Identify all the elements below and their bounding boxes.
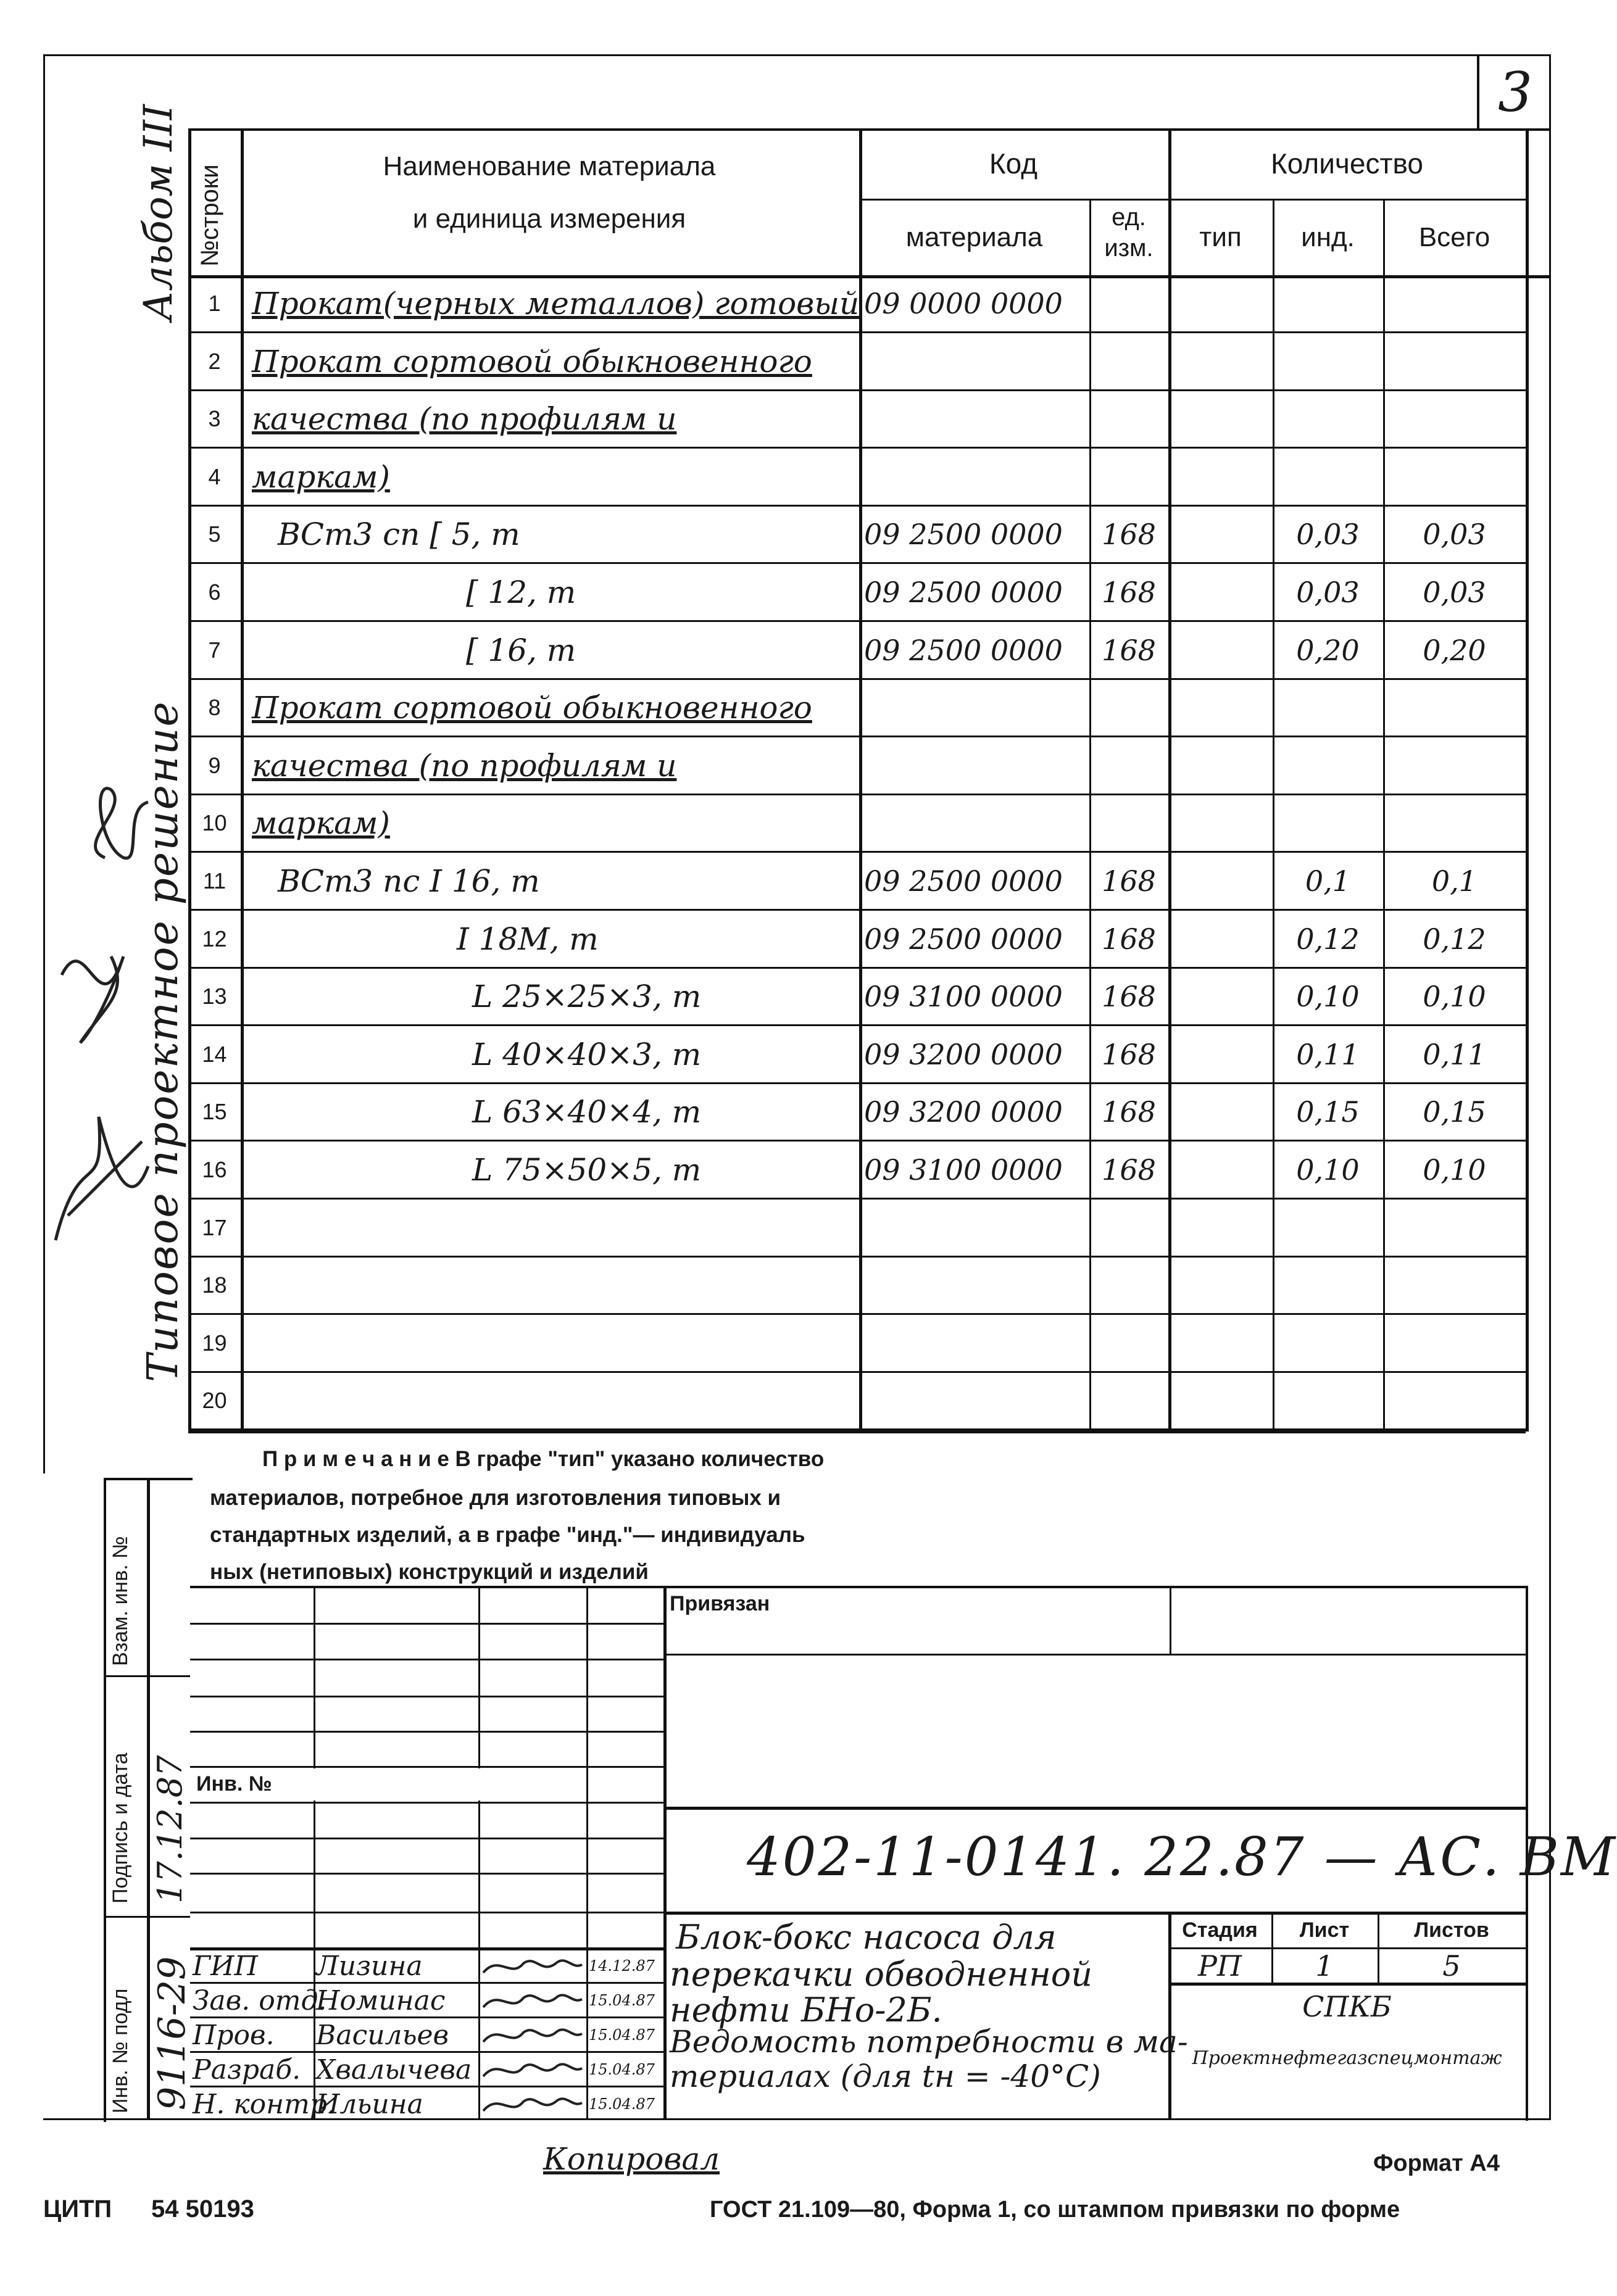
stamp-person-name: Хвалычева — [316, 2054, 472, 2086]
row-name-cell: L 63×40×4, т — [472, 1094, 702, 1130]
stamp-person-role: ГИП — [193, 1950, 258, 1982]
row-tip-cell — [1168, 1141, 1273, 1199]
stamp-person-date: 15.04.87 — [589, 2026, 655, 2044]
frame-right — [1549, 54, 1551, 2118]
stamp-org1: СПКБ — [1302, 1990, 1392, 2023]
stamp-person-name: Лизина — [316, 1950, 423, 1982]
row-name-cell — [252, 1372, 859, 1430]
signature-scribble — [480, 1986, 585, 2016]
stamp-stage-label: Стадия — [1182, 1918, 1258, 1942]
row-name-cell: [ 16, т — [466, 632, 576, 668]
row-code-cell — [864, 1199, 1089, 1257]
row-name-cell — [252, 1256, 859, 1314]
header-code: Код — [989, 147, 1038, 180]
stamp-sheets-label: Листов — [1414, 1918, 1489, 1942]
row-ind-cell: 0,11 — [1296, 1038, 1360, 1071]
row-tip-cell — [1168, 737, 1273, 795]
row-ind-cell — [1273, 1256, 1383, 1314]
col-line-right — [1526, 128, 1529, 1432]
row-code-cell — [864, 333, 1089, 391]
row-n-cell: 17 — [202, 1215, 227, 1240]
row-total-cell — [1383, 1256, 1526, 1314]
row-total-cell: 0,20 — [1423, 634, 1486, 667]
stamp-title-line4: Ведомость потребности в ма- — [670, 2024, 1188, 2060]
row-unit-cell: 168 — [1102, 518, 1156, 551]
side-stamp-line1 — [104, 1675, 190, 1677]
album-label: Альбом III — [136, 104, 181, 321]
row-ind-cell: 0,1 — [1305, 864, 1351, 898]
signature-scribble — [480, 1951, 585, 1982]
margin-signature — [37, 771, 160, 1327]
row-tip-cell — [1168, 1256, 1273, 1314]
row-code-cell: 09 2500 0000 — [864, 576, 1063, 609]
header-tip: тип — [1199, 222, 1242, 252]
note-line4: ных (нетиповых) конструкций и изделий — [210, 1560, 649, 1584]
footer-gost: ГОСТ 21.109—80, Форма 1, со штампом привязки по форме — [710, 2197, 1400, 2223]
stamp-h-r12 — [190, 2016, 663, 2018]
row-tip-cell — [1168, 621, 1273, 679]
side-vzam-label: Взам. инв. № — [109, 1536, 132, 1666]
signature-scribble — [480, 2020, 585, 2051]
row-n-cell: 12 — [202, 926, 227, 951]
header-name-line2: и единица измерения — [412, 204, 686, 234]
row-unit-cell: 168 — [1102, 634, 1156, 667]
row-total-cell — [1383, 448, 1526, 506]
header-unit-line2: изм. — [1104, 234, 1154, 262]
row-total-cell — [1383, 1372, 1526, 1430]
stamp-h-designation-top — [663, 1807, 1526, 1810]
row-code-cell — [864, 1314, 1089, 1372]
row-n-cell: 6 — [208, 579, 221, 605]
stamp-h-r1 — [190, 1623, 663, 1625]
row-total-cell: 0,1 — [1431, 864, 1478, 898]
row-code-cell: 09 2500 0000 — [864, 922, 1063, 956]
typical-solution-label: Типовое проектное решение — [139, 700, 188, 1382]
row-code-cell: 09 0000 0000 — [864, 287, 1063, 320]
row-name-cell: [ 12, т — [466, 574, 576, 610]
row-code-cell: 09 2500 0000 — [864, 634, 1063, 667]
stamp-designation: 402-11-0141. 22.87 — АС. ВМ — [747, 1826, 1617, 1888]
row-name-cell: маркам) — [252, 805, 390, 841]
row-tip-cell — [1168, 1083, 1273, 1141]
row-n-cell: 19 — [202, 1330, 227, 1356]
row-code-cell — [864, 1256, 1089, 1314]
stamp-h-r8 — [190, 1873, 663, 1875]
row-name-cell: Прокат сортовой обыкновенного — [252, 690, 812, 726]
row-unit-cell: 168 — [1102, 1038, 1156, 1071]
row-tip-cell — [1168, 1199, 1273, 1257]
row-unit-cell — [1089, 794, 1168, 852]
stamp-person-role: Пров. — [193, 2019, 275, 2051]
stamp-sheets: 5 — [1442, 1949, 1461, 1983]
row-name-cell: качества (по профилям и — [252, 748, 677, 784]
row-n-cell: 15 — [202, 1099, 227, 1124]
stamp-h-r3 — [190, 1696, 663, 1697]
row-code-cell — [864, 390, 1089, 448]
side-inv-podl-label: Инв. № подл — [109, 1988, 132, 2113]
header-unit-line1: ед. — [1112, 204, 1146, 231]
note-line3: стандартных изделий, а в графе "инд."— индивидуаль — [210, 1523, 805, 1547]
stamp-h-r14 — [190, 2086, 663, 2087]
row-unit-cell — [1089, 1256, 1168, 1314]
row-code-cell — [864, 448, 1089, 506]
header-material: материала — [905, 222, 1043, 252]
footer-copied: Копировал — [543, 2141, 720, 2177]
stamp-v-privyazan — [1170, 1586, 1171, 1654]
stamp-h-r4 — [190, 1731, 663, 1733]
row-tip-cell — [1168, 333, 1273, 391]
row-total-cell: 0,12 — [1423, 922, 1486, 956]
row-name-cell: ВСт3 сп [ 5, т — [278, 516, 520, 552]
row-tip-cell — [1168, 852, 1273, 910]
stamp-title-line5: териалах (для tн = -40°С) — [670, 2058, 1101, 2094]
row-tip-cell — [1168, 910, 1273, 968]
row-ind-cell: 0,03 — [1296, 576, 1360, 609]
header-total: Всего — [1418, 222, 1490, 252]
row-name-cell: ВСт3 пс I 16, т — [278, 863, 540, 899]
row-ind-cell — [1273, 1199, 1383, 1257]
stamp-org2: Проектнефтегазспецмонтаж — [1192, 2047, 1502, 2069]
row-total-cell — [1383, 390, 1526, 448]
col-line-code — [859, 128, 862, 1432]
stamp-h-r5 — [190, 1766, 663, 1768]
row-unit-cell — [1089, 333, 1168, 391]
row-tip-cell — [1168, 679, 1273, 737]
row-ind-cell: 0,10 — [1296, 1153, 1360, 1187]
row-tip-cell — [1168, 1314, 1273, 1372]
row-code-cell — [864, 679, 1089, 737]
side-stamp-line2 — [104, 1916, 190, 1918]
stamp-person-role: Н. контр. — [193, 2088, 336, 2120]
sheet-number: 3 — [1498, 60, 1532, 124]
note-line2: материалов, потребное для изготовления типовых и — [210, 1486, 781, 1510]
stamp-person-role: Зав. отд. — [193, 1984, 327, 2016]
row-tip-cell — [1168, 1026, 1273, 1084]
row-tip-cell — [1168, 563, 1273, 621]
header-subline — [859, 199, 1526, 201]
row-ind-cell — [1273, 1372, 1383, 1430]
row-unit-cell: 168 — [1102, 864, 1156, 898]
row-ind-cell — [1273, 448, 1383, 506]
row-name-cell: Прокат сортовой обыкновенного — [252, 344, 812, 379]
row-ind-cell — [1273, 794, 1383, 852]
stamp-v1 — [314, 1586, 315, 2118]
row-unit-cell — [1089, 390, 1168, 448]
row-n-cell: 16 — [202, 1157, 227, 1182]
side-stamp-divider — [147, 1478, 150, 2120]
row-unit-cell — [1089, 679, 1168, 737]
row-name-cell: маркам) — [252, 459, 390, 495]
row-total-cell: 0,03 — [1423, 518, 1486, 551]
stamp-person-name: Ильина — [316, 2088, 423, 2120]
row-total-cell: 0,11 — [1423, 1038, 1486, 1071]
footer-format: Формат А4 — [1373, 2150, 1500, 2176]
row-tip-cell — [1168, 505, 1273, 563]
stamp-person-date: 14.12.87 — [589, 1957, 655, 1975]
stamp-h-privyazan — [663, 1654, 1526, 1656]
row-name-cell: L 75×50×5, т — [472, 1152, 702, 1188]
row-n-cell: 14 — [202, 1042, 227, 1067]
footer-citp: ЦИТП — [43, 2195, 112, 2223]
row-n-cell: 1 — [208, 291, 221, 316]
stamp-inv-no: Инв. № — [196, 1772, 272, 1796]
row-code-cell: 09 3100 0000 — [864, 1153, 1063, 1187]
row-unit-cell: 168 — [1102, 980, 1156, 1013]
row-unit-cell — [1089, 737, 1168, 795]
row-name-cell: качества (по профилям и — [252, 401, 677, 437]
stamp-person-name: Номинас — [316, 1984, 446, 2016]
signature-scribble — [480, 2055, 585, 2086]
stamp-sheet-label: Лист — [1299, 1918, 1350, 1942]
row-n-cell: 2 — [208, 349, 221, 374]
col-line-name — [241, 128, 244, 1432]
row-n-cell: 18 — [202, 1272, 227, 1298]
stamp-h-r6 — [190, 1802, 663, 1804]
stamp-h-r11 — [190, 1982, 663, 1984]
row-ind-cell: 0,12 — [1296, 922, 1360, 956]
header-ind: инд. — [1301, 222, 1355, 252]
row-unit-cell: 168 — [1102, 1095, 1156, 1129]
header-row-no: №строки — [196, 164, 223, 267]
stamp-h-r2 — [190, 1659, 663, 1660]
header-quantity: Количество — [1270, 147, 1424, 180]
row-ind-cell — [1273, 333, 1383, 391]
stamp-privyazan: Привязан — [670, 1592, 770, 1615]
stamp-person-date: 15.04.87 — [589, 1992, 655, 2009]
row-unit-cell: 168 — [1102, 1153, 1156, 1187]
stamp-h-r7 — [190, 1838, 663, 1839]
row-ind-cell — [1273, 1314, 1383, 1372]
row-unit-cell — [1089, 1314, 1168, 1372]
row-ind-cell — [1273, 275, 1383, 333]
side-podpis-label: Подпись и дата — [109, 1752, 132, 1904]
footer-code: 54 50193 — [151, 2195, 254, 2223]
stamp-stage: РП — [1197, 1949, 1242, 1983]
row-name-cell: L 40×40×3, т — [472, 1037, 702, 1072]
stamp-title-line2: перекачки обводненной — [670, 1955, 1093, 1994]
row-tip-cell — [1168, 390, 1273, 448]
row-ind-cell — [1273, 679, 1383, 737]
row-n-cell: 10 — [202, 810, 227, 835]
row-total-cell — [1383, 794, 1526, 852]
side-podpis-value: 17.12.87 — [151, 1755, 189, 1904]
row-ind-cell — [1273, 737, 1383, 795]
row-code-cell — [864, 1372, 1089, 1430]
row-n-cell: 8 — [208, 695, 221, 720]
table-bottom — [188, 1430, 1526, 1433]
side-inv-podl-value: 9116-29 — [151, 1956, 194, 2110]
header-name-line1: Наименование материала — [383, 151, 716, 181]
row-tip-cell — [1168, 1372, 1273, 1430]
row-ind-cell: 0,03 — [1296, 518, 1360, 551]
row-code-cell: 09 3100 0000 — [864, 980, 1063, 1013]
stamp-person-date: 15.04.87 — [589, 2061, 655, 2078]
row-total-cell — [1383, 333, 1526, 391]
stamp-sheet: 1 — [1315, 1949, 1334, 1983]
row-code-cell: 09 2500 0000 — [864, 518, 1063, 551]
row-ind-cell: 0,20 — [1296, 634, 1360, 667]
row-total-cell: 0,03 — [1423, 576, 1486, 609]
row-n-cell: 20 — [202, 1388, 227, 1413]
row-total-cell: 0,10 — [1423, 980, 1486, 1013]
row-ind-cell: 0,10 — [1296, 980, 1360, 1013]
row-code-cell: 09 3200 0000 — [864, 1038, 1063, 1071]
row-tip-cell — [1168, 794, 1273, 852]
row-ind-cell — [1273, 390, 1383, 448]
stamp-v3 — [586, 1586, 588, 2118]
row-n-cell: 4 — [208, 464, 221, 489]
row-unit-cell — [1089, 1199, 1168, 1257]
row-total-cell — [1383, 1314, 1526, 1372]
stamp-h-r13 — [190, 2051, 663, 2053]
row-name-cell: Прокат(черных металлов) готовый — [252, 286, 860, 321]
row-code-cell: 09 2500 0000 — [864, 864, 1063, 898]
stamp-person-name: Васильев — [316, 2019, 449, 2051]
row-unit-cell — [1089, 448, 1168, 506]
note-line1: П р и м е ч а н и е В графе "тип" указано количество — [262, 1447, 825, 1471]
row-n-cell: 3 — [208, 406, 221, 431]
row-name-cell — [252, 1314, 859, 1372]
row-unit-cell — [1089, 275, 1168, 333]
row-unit-cell — [1089, 1372, 1168, 1430]
frame-top — [43, 54, 1549, 56]
row-name-cell — [252, 1199, 859, 1257]
stamp-title-line1: Блок-бокс насоса для — [676, 1918, 1057, 1957]
row-code-cell — [864, 794, 1089, 852]
row-unit-cell: 168 — [1102, 922, 1156, 956]
row-n-cell: 5 — [208, 521, 221, 547]
stamp-v4 — [663, 1586, 667, 2118]
row-total-cell — [1383, 737, 1526, 795]
row-n-cell: 7 — [208, 637, 221, 663]
row-unit-cell: 168 — [1102, 576, 1156, 609]
stamp-person-date: 15.04.87 — [589, 2095, 655, 2113]
stamp-person-role: Разраб. — [193, 2054, 301, 2086]
row-name-cell: L 25×25×3, т — [472, 979, 702, 1014]
row-name-cell: I 18М, т — [457, 921, 599, 957]
row-tip-cell — [1168, 968, 1273, 1026]
row-total-cell: 0,10 — [1423, 1153, 1486, 1187]
row-total-cell — [1383, 679, 1526, 737]
row-total-cell — [1383, 275, 1526, 333]
row-ind-cell: 0,15 — [1296, 1095, 1360, 1129]
stamp-title-line3: нефти БНо-2Б. — [670, 1991, 942, 2029]
stamp-h-r9 — [190, 1912, 663, 1913]
row-code-cell: 09 3200 0000 — [864, 1095, 1063, 1129]
row-n-cell: 13 — [202, 984, 227, 1009]
row-tip-cell — [1168, 448, 1273, 506]
row-n-cell: 9 — [208, 753, 221, 778]
row-code-cell — [864, 737, 1089, 795]
row-n-cell: 11 — [202, 868, 227, 893]
row-total-cell — [1383, 1199, 1526, 1257]
row-total-cell: 0,15 — [1423, 1095, 1486, 1129]
row-tip-cell — [1168, 275, 1273, 333]
signature-scribble — [480, 2089, 585, 2120]
